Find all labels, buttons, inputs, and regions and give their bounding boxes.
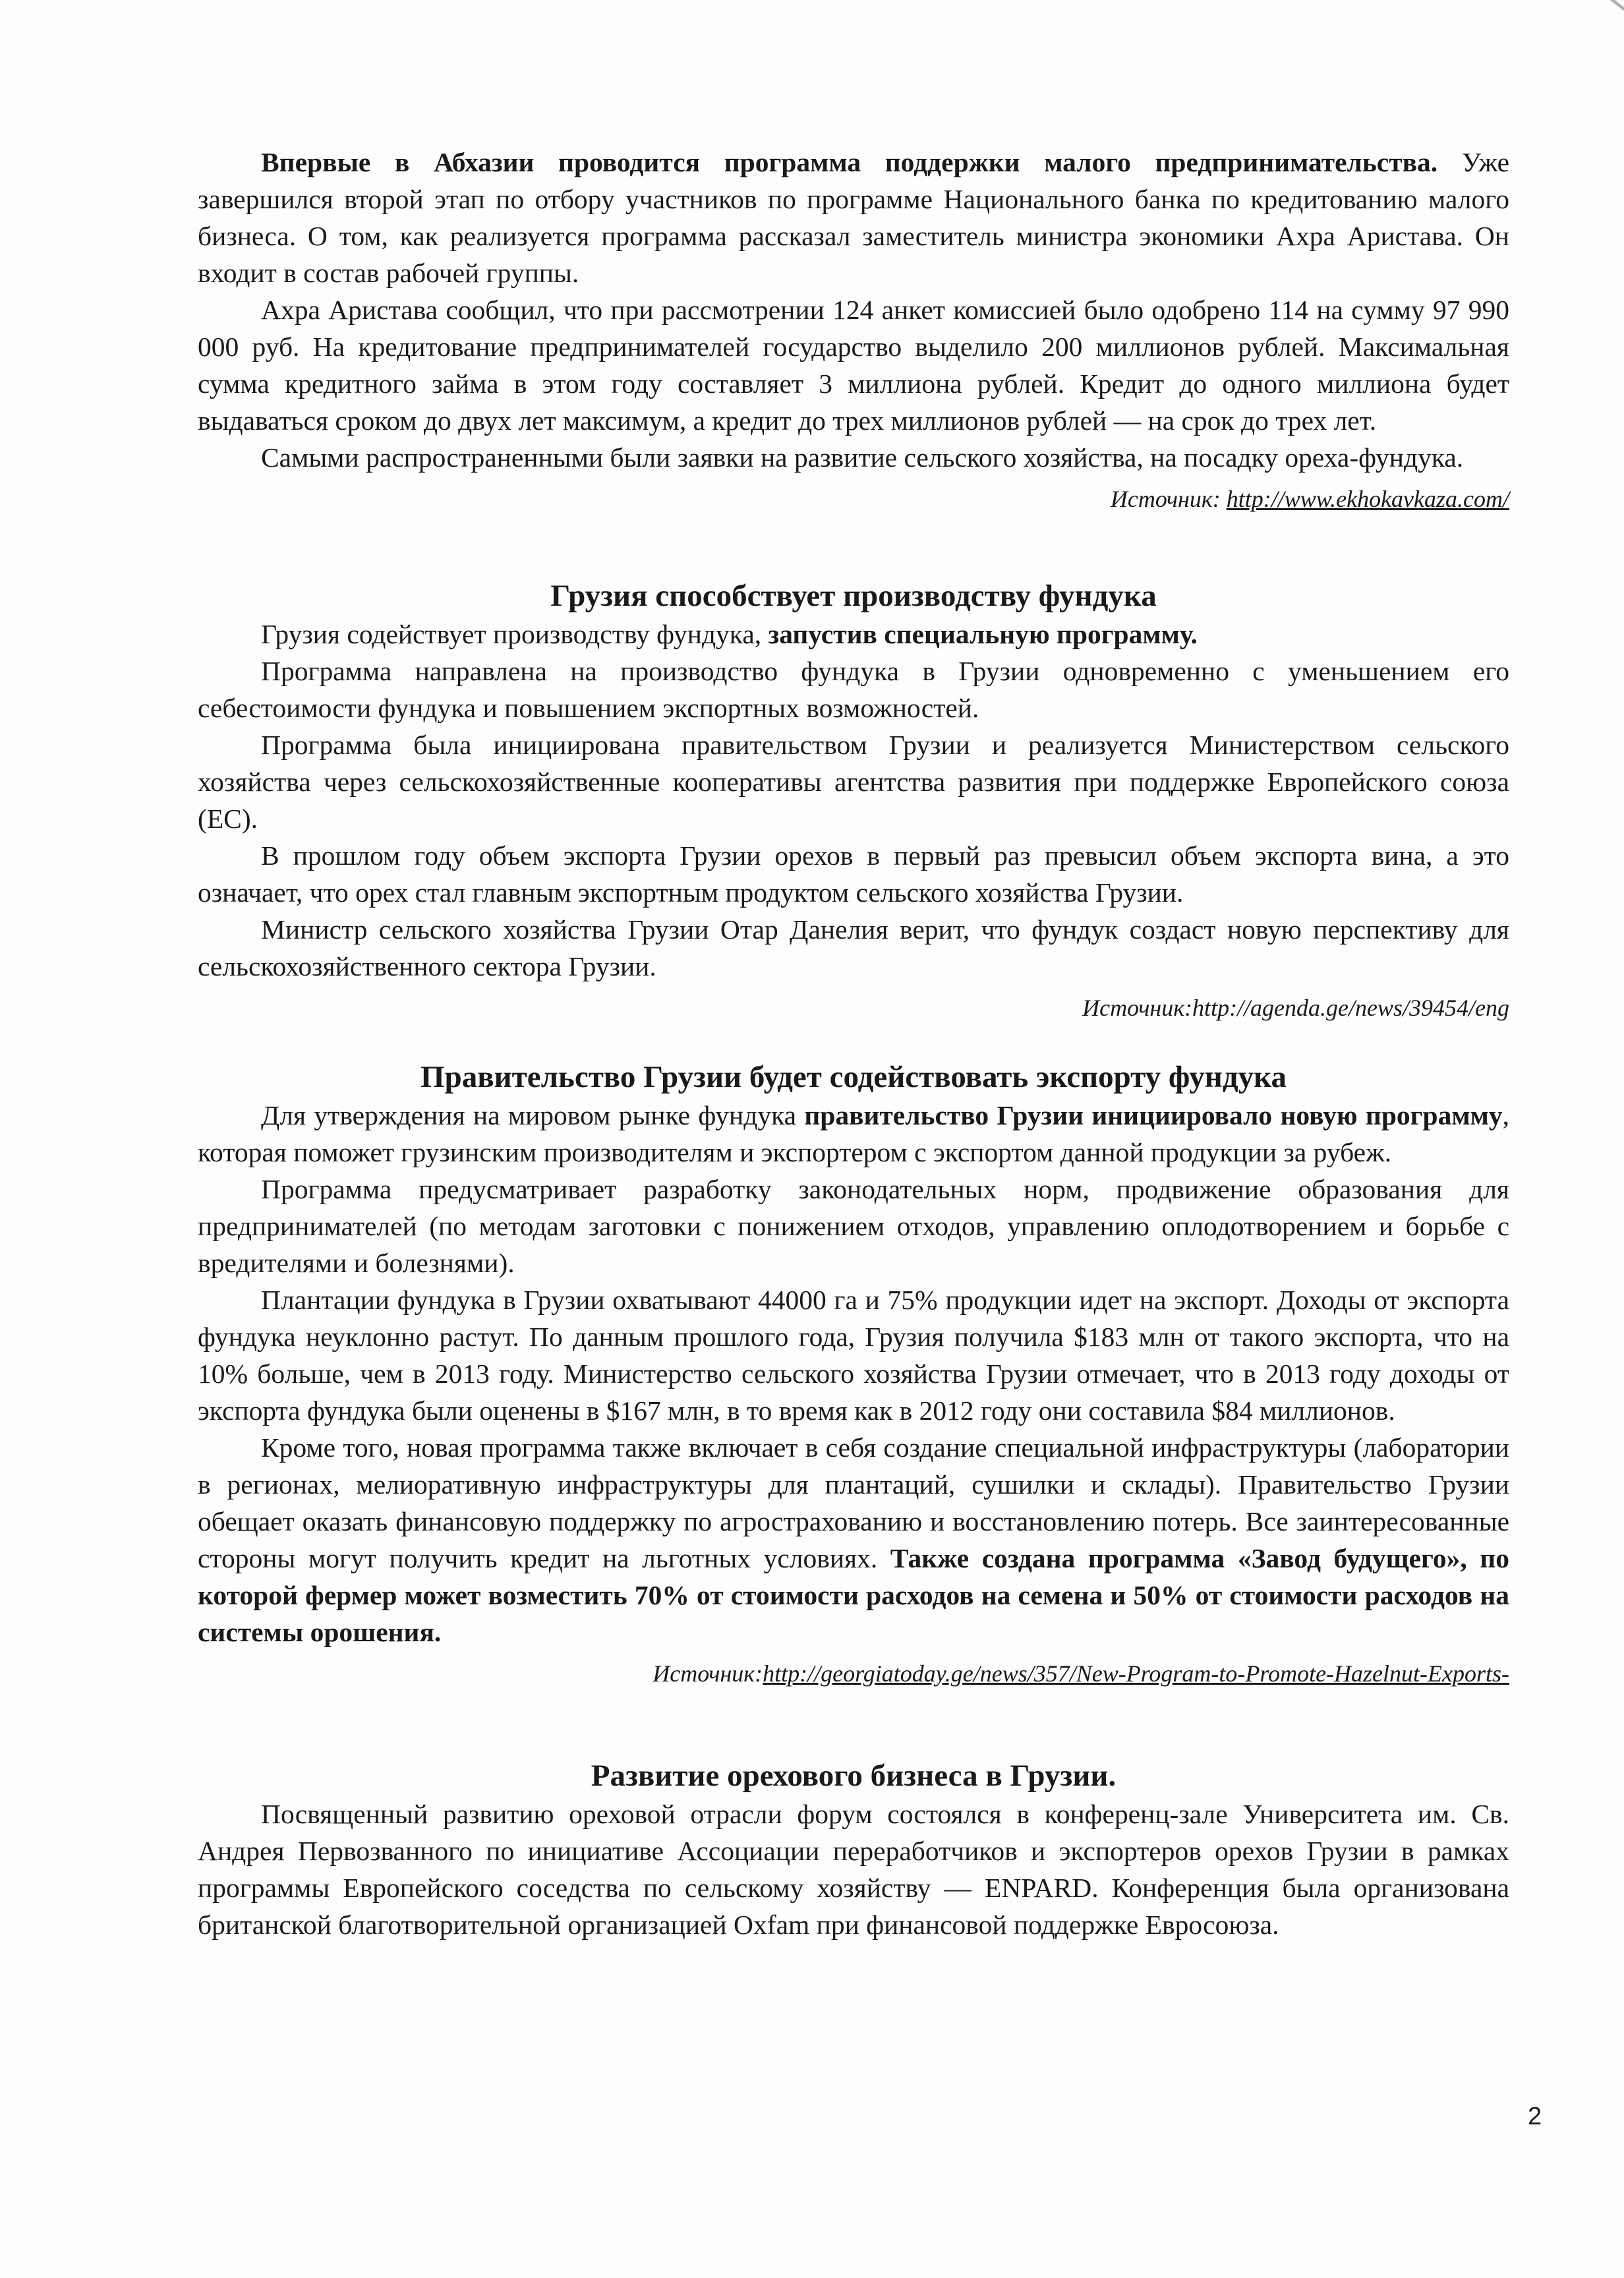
article-lead-rest: Уже завершился второй этап по отбору участников по программе Национального банка по кредитованию малого бизнеса. О том, как реализуется программа рассказал заместитель министра экономики Ахра Аристава. Он входит в состав рабочей группы. bbox=[198, 147, 1510, 288]
bold-text: запустив специальную программу. bbox=[768, 619, 1198, 649]
text: Кроме того, новая программа также включает в себя создание специальной инфраструктуры (лаборатории в регионах, мелиоративную инфраструктуры для плантаций, сушилки и склады). Правительство Грузии обещает оказать финансовую поддержку по агрострахованию и восстановлению потерь. Все заинтересованные стороны могут получить кредит на льготных условиях. bbox=[198, 1432, 1509, 1573]
source-link[interactable]: http://georgiatoday.ge/news/357/New-Program-to-Promote-Hazelnut-Exports- bbox=[763, 1660, 1509, 1687]
paragraph: Программа направлена на производство фундука в Грузии одновременно с уменьшением его себестоимости фундука и повышением экспортных возможностей. bbox=[198, 656, 1509, 723]
article-georgia-hazelnut-production bbox=[198, 576, 1509, 1024]
article-georgia-export-support bbox=[198, 1057, 1509, 1690]
article-lead: Впервые в Абхазии проводится программа поддержки малого предпринимательства. bbox=[261, 147, 1438, 177]
paragraph: Посвященный развитию ореховой отрасли форум состоялся в конференц-зале Университета им. Св. Андрея Первозванного по инициативе Ассоциации переработчиков и экспортеров орехов Грузии в рамках программы Европейского соседства по сельскому хозяйству — ENPARD. Конференция была организована британской благотворительной организацией Oxfam при финансовой поддержке Евросоюза. bbox=[198, 1799, 1509, 1940]
article-title: Развитие орехового бизнеса в Грузии. bbox=[591, 1759, 1116, 1793]
article-title: Правительство Грузии будет содействовать экспорту фундука bbox=[420, 1060, 1287, 1094]
scan-artifact-line bbox=[1575, 0, 1624, 103]
source-label: Источник: bbox=[652, 1660, 763, 1687]
paragraph bbox=[198, 1097, 1509, 1171]
text: Грузия содействует производству фундука, bbox=[261, 619, 768, 649]
source-citation bbox=[198, 1657, 1509, 1690]
text: , которая поможет грузинским производителям и экспортером с экспортом данной продукции за рубеж. bbox=[198, 1100, 1509, 1167]
article-abkhazia bbox=[198, 144, 1509, 515]
source-link[interactable]: http://www.ekhokavkaza.com/ bbox=[1226, 486, 1509, 512]
page-number: 2 bbox=[1528, 2103, 1542, 2130]
source-citation bbox=[198, 482, 1509, 515]
paragraph bbox=[198, 616, 1509, 653]
text: Для утверждения на мировом рынке фундука bbox=[261, 1100, 805, 1130]
document-page bbox=[198, 144, 1509, 1943]
article-title: Грузия способствует производству фундука bbox=[550, 579, 1157, 613]
paragraph: Программа предусматривает разработку законодательных норм, продвижение образования для предпринимателей (по методам заготовки с понижением отходов, управлению оплодотворением и борьбе с вредителями и болезнями). bbox=[198, 1174, 1509, 1278]
paragraph: Ахра Аристава сообщил, что при рассмотрении 124 анкет комиссией было одобрено 114 на сумму 97 990 000 руб. На кредитование предпринимателей государство выделило 200 миллионов рублей. Максимальная сумма кредитного займа в этом году составляет 3 миллиона рублей. Кредит до одного миллиона будет выдаваться сроком до двух лет максимум, а кредит до трех миллионов рублей — на срок до трех лет. bbox=[198, 295, 1509, 436]
article-nut-business bbox=[198, 1756, 1509, 1943]
paragraph: Программа была инициирована правительством Грузии и реализуется Министерством сельского хозяйства через сельскохозяйственные кооперативы агентства развития при поддержке Европейского союза (ЕС). bbox=[198, 730, 1509, 834]
paragraph: В прошлом году объем экспорта Грузии орехов в первый раз превысил объем экспорта вина, а это означает, что орех стал главным экспортным продуктом сельского хозяйства Грузии. bbox=[198, 840, 1509, 908]
article-lead-paragraph bbox=[198, 144, 1509, 291]
bold-text: правительство Грузии инициировало новую программу bbox=[804, 1100, 1503, 1130]
paragraph bbox=[198, 1429, 1509, 1650]
paragraph: Плантации фундука в Грузии охватывают 44000 га и 75% продукции идет на экспорт. Доходы от экспорта фундука неуклонно растут. По данным прошлого года, Грузия получила $183 млн от такого экспорта, что на 10% больше, чем в 2013 году. Министерство сельского хозяйства Грузии отмечает, что в 2013 году доходы от экспорта фундука были оценены в $167 млн, в то время как в 2012 году они составила $84 миллионов. bbox=[198, 1285, 1509, 1426]
paragraph: Министр сельского хозяйства Грузии Отар Данелия верит, что фундук создаст новую перспективу для сельскохозяйственного сектора Грузии. bbox=[198, 914, 1509, 981]
bold-text: Также создана программа «Завод будущего», по которой фермер может возместить 70% от стоимости расходов на семена и 50% от стоимости расходов на системы орошения. bbox=[198, 1543, 1510, 1647]
source-citation: Источник:http://agenda.ge/news/39454/eng bbox=[1082, 995, 1509, 1021]
source-label: Источник: bbox=[1110, 486, 1227, 512]
paragraph: Самыми распространенными были заявки на развитие сельского хозяйства, на посадку ореха-фундука. bbox=[261, 442, 1464, 473]
